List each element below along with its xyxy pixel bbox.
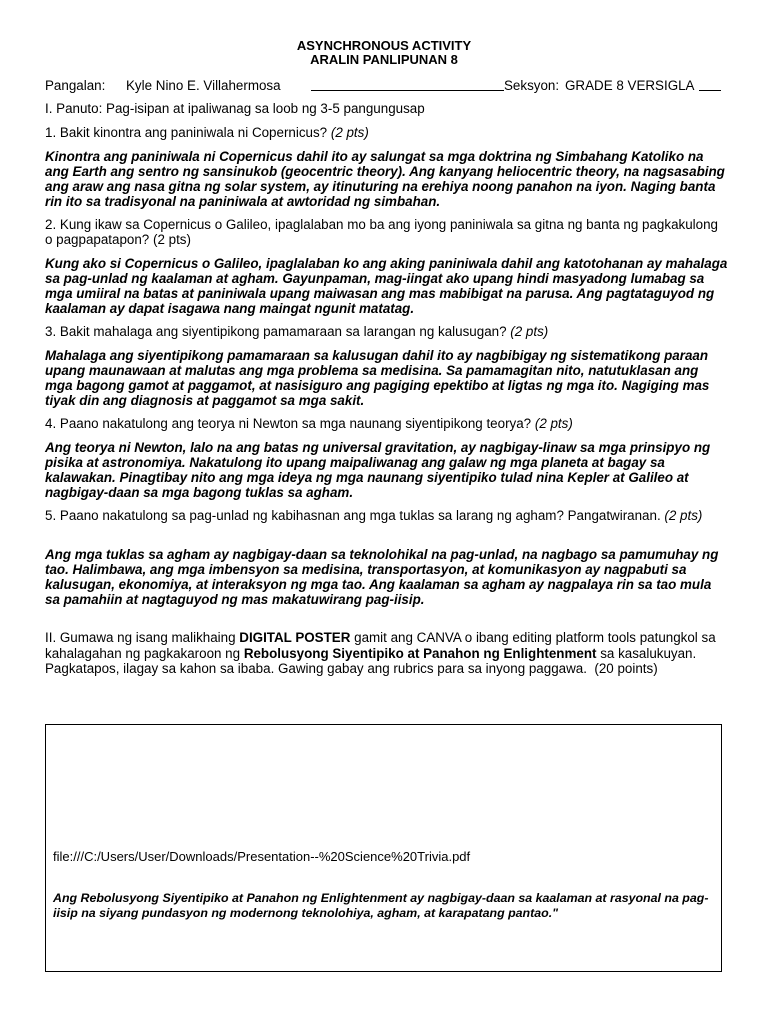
question-4	[45, 416, 728, 431]
topic-label: Rebolusyong Siyentipiko at Panahon ng Enlightenment	[243, 645, 597, 661]
part2-intro: II. Gumawa ng isang malikhaing	[45, 630, 236, 645]
answer-3: Mahalaga ang siyentipikong pamamaraan sa kalusugan dahil ito ay nagbibigay ng sistematikong paraan upang maunawaan at malutas ang mga problema sa medisina. Sa pamamagitan nito, natutuklasan ang mga bagong gamot at paggamot, at nasisiguro ang pagiging epektibo at ligtas ng mga ito. Nagiging mas tiyak din ang diagnosis at paggamot sa mga sakit.	[45, 348, 710, 408]
page-title: ASYNCHRONOUS ACTIVITY	[296, 38, 472, 53]
question-5-points: (2 pts)	[664, 508, 703, 523]
answer-2: Kung ako si Copernicus o Galileo, ipaglalaban ko ang aking paniniwala dahil ang katotohanan ay mahalaga sa pag-unlad ng kaalaman at agham. Gayunpaman, mag-iingat ako upang hindi masyadong lumabag sa mga umiiral na batas at paniniwala upang maiwasan ang mas mabibigat na parusa. Ang pagtataguyod ng kaalaman ay dapat isagawa nang maingat ngunit matatag.	[45, 256, 728, 316]
part2-points: (20 points)	[594, 661, 658, 676]
question-1	[45, 125, 728, 140]
question-4-points: (2 pts)	[534, 416, 573, 431]
question-3-points: (2 pts)	[510, 324, 549, 339]
question-2-text: 2. Kung ikaw sa Copernicus o Galileo, ipaglalaban mo ba ang iyong paniniwala sa gitna ng banta ng pagkakulong o pagpapatapon?	[45, 217, 718, 247]
question-3	[45, 324, 728, 339]
answer-1: Kinontra ang paniniwala ni Copernicus dahil ito ay salungat sa mga doktrina ng Simbahang Katoliko na ang Earth ang sentro ng sansinukob (geocentric theory). Ang kanyang heliocentric theory, na nagsasabing ang araw ang nasa gitna ng solar system, ay itinuturing na erehiya noong panahon na iyon. Naging banta rin ito sa tradisyonal na paniniwala at awtoridad ng simbahan.	[45, 149, 725, 209]
name-value: Kyle Nino E. Villahermosa	[126, 78, 281, 93]
part1-instruction: I. Panuto: Pag-isipan at ipaliwanag sa loob ng 3-5 pangungusap	[45, 101, 425, 116]
poster-box	[45, 724, 722, 972]
answer-4: Ang teorya ni Newton, lalo na ang batas ng universal gravitation, ay nagbigay-linaw sa mga prinsipyo ng pisika at astronomiya. Nakatulong ito upang maipaliwanag ang galaw ng mga planeta at bagay sa kalawakan. Pinagtibay nito ang mga ideya ng mga naunang siyentipiko tulad nina Kepler at Galileo at nagbigay-daan sa mga bagong tuklas sa agham.	[45, 440, 711, 500]
section-label: Seksyon:	[504, 78, 560, 93]
question-5	[45, 508, 728, 523]
part2-mid: gamit ang CANVA o ibang editing platform tools patungkol sa kahalagahan ng pagkakaroon ng	[45, 630, 716, 661]
part2-rest: sa kasalukuyan. Pagkatapos, ilagay sa kahon sa ibaba. Gawing gabay ang rubrics para sa inyong paggawa.	[45, 645, 697, 676]
poster-quote: Ang Rebolusyong Siyentipiko at Panahon ng Enlightenment ay nagbigay-daan sa kaalaman at rasyonal na pag-iisip na siyang pundasyon ng modernong teknolohiya, agham, at karapatang pantao."	[53, 891, 709, 920]
page-subtitle: ARALIN PANLIPUNAN 8	[310, 52, 458, 67]
question-2	[45, 217, 728, 247]
question-3-text: 3. Bakit mahalaga ang siyentipikong pamamaraan sa larangan ng kalusugan?	[45, 324, 507, 339]
name-label: Pangalan:	[45, 78, 106, 93]
question-2-points: (2 pts)	[153, 232, 191, 247]
question-5-text: 5. Paano nakatulong sa pag-unlad ng kabihasnan ang mga tuklas sa larang ng agham? Pangatwiranan.	[45, 508, 661, 523]
question-1-points: (2 pts)	[330, 125, 369, 140]
poster-file-link[interactable]: file:///C:/Users/User/Downloads/Presentation--%20Science%20Trivia.pdf	[53, 849, 471, 864]
part2-instruction	[45, 630, 728, 677]
answer-5: Ang mga tuklas sa agham ay nagbigay-daan sa teknolohikal na pag-unlad, na nagbago sa pamumuhay ng tao. Halimbawa, ang mga imbensyon sa medisina, transportasyon, at komunikasyon ay nagpabuti sa kalusugan, ekonomiya, at interaksyon ng mga tao. Ang kaalaman sa agham ay nagpalaya rin sa tao mula sa pamahiin at nagtaguyod ng mas makatuwirang pag-iisip.	[45, 547, 719, 607]
question-1-text: 1. Bakit kinontra ang paniniwala ni Copernicus?	[45, 125, 328, 140]
digital-poster-label: DIGITAL POSTER	[239, 630, 351, 645]
question-4-text: 4. Paano nakatulong ang teorya ni Newton sa mga naunang siyentipikong teorya?	[45, 416, 532, 431]
section-value: GRADE 8 VERSIGLA	[565, 78, 695, 93]
